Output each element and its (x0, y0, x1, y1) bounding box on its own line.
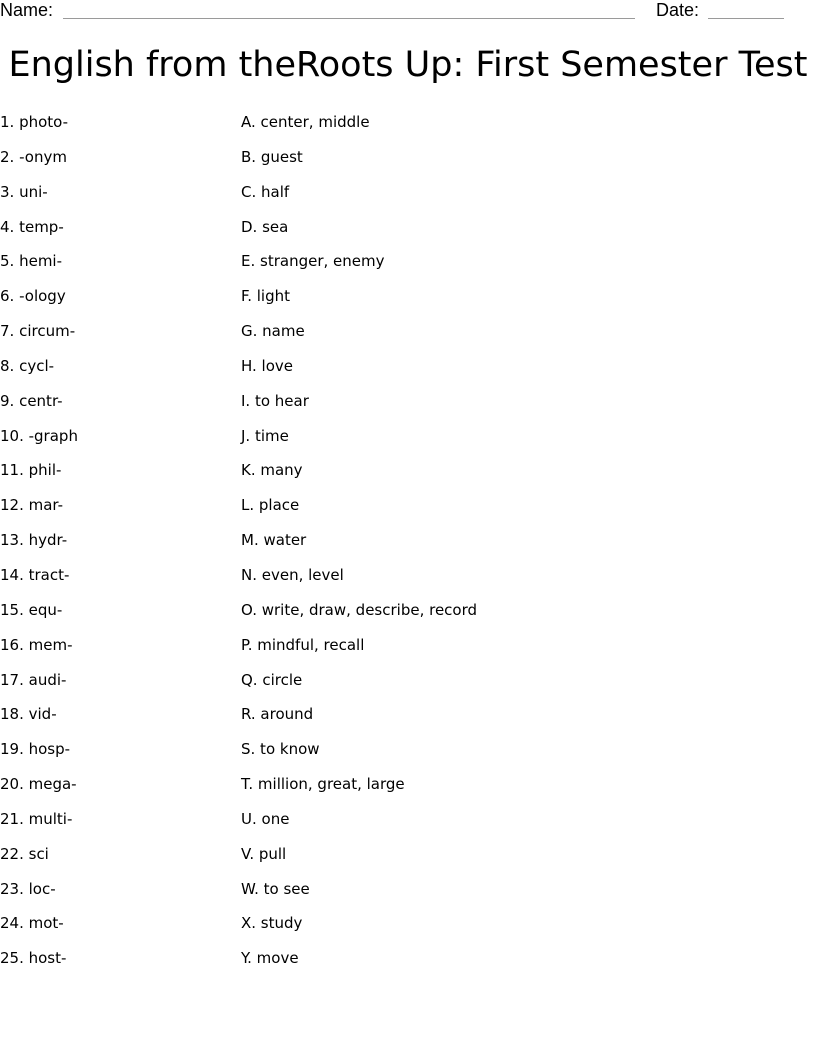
matching-row (0, 181, 816, 216)
definition-item: P. mindful, recall (241, 635, 365, 654)
definition-item: D. sea (241, 217, 289, 236)
term-item: 17. audi- (0, 670, 67, 689)
matching-row (0, 564, 816, 599)
date-label: Date: (656, 0, 700, 20)
definition-item: M. water (241, 531, 307, 550)
definition-item: B. guest (241, 147, 303, 166)
matching-row (0, 425, 816, 460)
term-item: 9. centr- (0, 391, 63, 410)
matching-row (0, 599, 816, 634)
matching-row (0, 146, 816, 181)
definition-item: E. stranger, enemy (241, 252, 385, 271)
term-item: 20. mega- (0, 775, 77, 794)
matching-row (0, 912, 816, 947)
matching-row (0, 320, 816, 355)
definition-item: Q. circle (241, 670, 303, 689)
term-item: 4. temp- (0, 217, 64, 236)
definition-item: G. name (241, 322, 305, 341)
definition-item: C. half (241, 182, 290, 201)
definition-item: Y. move (241, 949, 299, 968)
definition-item: R. around (241, 705, 314, 724)
matching-row (0, 111, 816, 146)
term-item: 21. multi- (0, 809, 73, 828)
matching-row (0, 529, 816, 564)
term-item: 12. mar- (0, 496, 64, 515)
matching-row (0, 843, 816, 878)
definition-item: X. study (241, 914, 303, 933)
page-title: English from theRoots Up: First Semester Test (8, 45, 808, 85)
matching-row (0, 494, 816, 529)
term-item: 6. -ology (0, 287, 66, 306)
term-item: 14. tract- (0, 565, 70, 584)
definition-item: J. time (241, 426, 289, 445)
definition-item: O. write, draw, describe, record (241, 600, 478, 619)
term-item: 25. host- (0, 949, 67, 968)
header (0, 0, 784, 24)
term-item: 2. -onym (0, 147, 67, 166)
term-item: 11. phil- (0, 461, 62, 480)
definition-item: L. place (241, 496, 300, 515)
term-item: 22. sci (0, 844, 49, 863)
matching-row (0, 947, 816, 982)
matching-row (0, 459, 816, 494)
definition-item: K. many (241, 461, 303, 480)
matching-row (0, 669, 816, 704)
term-item: 18. vid- (0, 705, 57, 724)
matching-row (0, 216, 816, 251)
matching-row (0, 355, 816, 390)
definition-item: U. one (241, 809, 290, 828)
definition-item: W. to see (241, 879, 310, 898)
term-item: 16. mem- (0, 635, 73, 654)
definition-item: I. to hear (241, 391, 309, 410)
term-item: 5. hemi- (0, 252, 63, 271)
date-blank-line[interactable] (708, 18, 784, 19)
term-item: 10. -graph (0, 426, 78, 445)
matching-list (0, 111, 816, 982)
term-item: 15. equ- (0, 600, 63, 619)
term-item: 8. cycl- (0, 356, 55, 375)
matching-row (0, 773, 816, 808)
matching-row (0, 808, 816, 843)
matching-row (0, 250, 816, 285)
term-item: 24. mot- (0, 914, 64, 933)
matching-row (0, 703, 816, 738)
definition-item: H. love (241, 356, 294, 375)
definition-item: T. million, great, large (241, 775, 405, 794)
term-item: 13. hydr- (0, 531, 68, 550)
matching-row (0, 738, 816, 773)
name-label: Name: (0, 0, 54, 20)
term-item: 23. loc- (0, 879, 56, 898)
matching-row (0, 285, 816, 320)
definition-item: V. pull (241, 844, 287, 863)
definition-item: N. even, level (241, 565, 344, 584)
term-item: 7. circum- (0, 322, 76, 341)
matching-row (0, 634, 816, 669)
definition-item: S. to know (241, 740, 320, 759)
matching-row (0, 390, 816, 425)
definition-item: F. light (241, 287, 290, 306)
term-item: 1. photo- (0, 113, 69, 131)
name-blank-line[interactable] (63, 18, 635, 19)
matching-row (0, 878, 816, 913)
term-item: 19. hosp- (0, 740, 71, 759)
definition-item: A. center, middle (241, 113, 370, 131)
term-item: 3. uni- (0, 182, 48, 201)
